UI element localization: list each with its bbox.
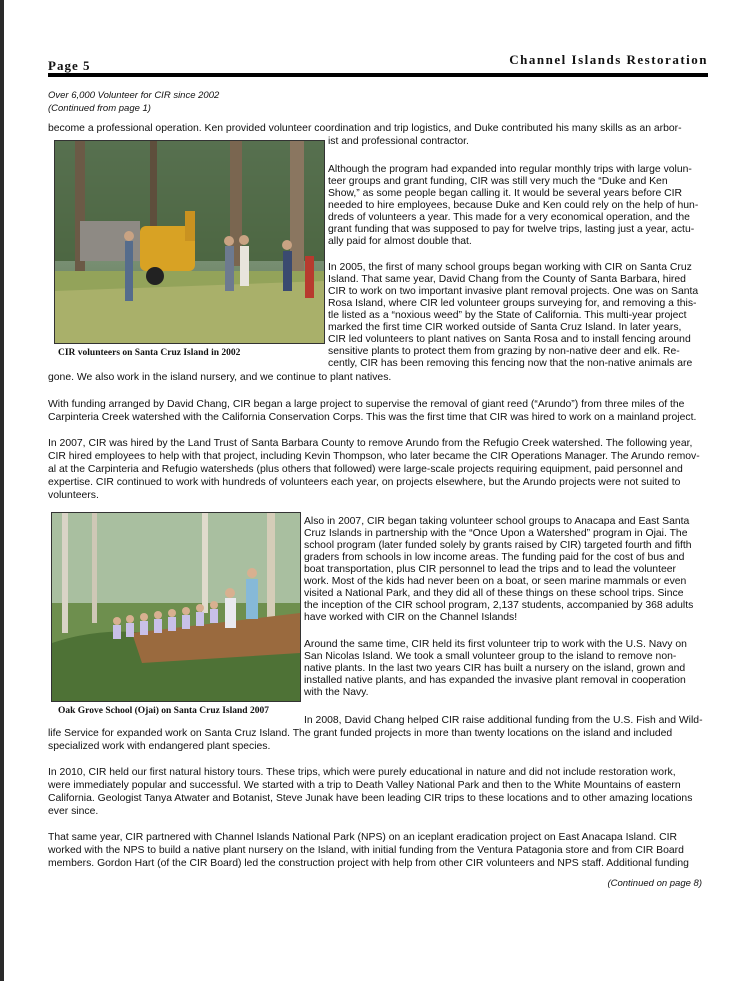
- paragraph-line: Although the program had expanded into regular monthly trips with large volun-: [328, 164, 692, 175]
- newsletter-title: Channel Islands Restoration: [509, 52, 708, 67]
- page-header: [48, 52, 708, 74]
- paragraph-line: In 2007, CIR was hired by the Land Trust of Santa Barbara County to remove Arundo from the Refugio Creek watershed. The following year,: [48, 438, 693, 449]
- paragraph-line: cently, CIR has been removing this fencing now that the non-native animals are: [328, 358, 693, 369]
- volunteers-photo-2002: [54, 140, 325, 344]
- paragraph-line: native plants. In the last two years CIR has built a nursery on the island, grown and: [304, 663, 686, 674]
- paragraph-line: Island. That same year, David Chang from the County of Santa Barbara, hired: [328, 274, 686, 285]
- paragraph-line: tle listed as a “noxious weed” by the State of California. This multi-year project: [328, 310, 687, 321]
- paragraph-line: needed to hire employees, because Duke and Ken could rely on the help of hun-: [328, 200, 699, 211]
- paragraph-line: boat transportation, plus CIR personnel to lead the trips and to lead the volunteer: [304, 564, 676, 575]
- paragraph-line: ever since.: [48, 806, 99, 817]
- paragraph-line: Around the same time, CIR held its first volunteer trip to work with the U.S. Navy on: [304, 639, 687, 650]
- photo-caption: Oak Grove School (Ojai) on Santa Cruz Island 2007: [58, 706, 269, 716]
- paragraph-line: expertise. CIR continued to work with hundreds of volunteers each year, on projects elsewhere, but the Arundo projects were not suited to: [48, 477, 681, 488]
- school-group-photo-illustration: [52, 513, 300, 701]
- continued-on-note: (Continued on page 8): [607, 878, 702, 889]
- paragraph-line: have worked with CIR on the Channel Islands!: [304, 612, 518, 623]
- paragraph-line: worked with the NPS to build a native plant nursery on the Island, with initial funding from the Ventura Patagonia store and from CIR Board: [48, 845, 684, 856]
- header-rule: [48, 73, 708, 77]
- photo-caption: CIR volunteers on Santa Cruz Island in 2002: [58, 348, 241, 358]
- paragraph-line: CIR led volunteers to plant natives on Santa Rosa and to install fencing around: [328, 334, 691, 345]
- paragraph-line: graders from schools in low income areas. The funding paid for the cost of bus and: [304, 552, 685, 563]
- paragraph-line: with the Navy.: [304, 687, 369, 698]
- paragraph-line: Cruz Islands in partnership with the “Once Upon a Watershed” program in Ojai. The: [304, 528, 688, 539]
- volunteers-photo-illustration: [55, 141, 324, 343]
- paragraph-line: life Service for expanded work on Santa Cruz Island. The grant funded projects in more than twenty locations on the island and included: [48, 728, 673, 739]
- paragraph-line: members. Gordon Hart (of the CIR Board) led the construction project with help from other CIR volunteers and NPS staff. Additional funding: [48, 858, 689, 869]
- paragraph-line: al at the Carpinteria and Refugio watersheds (plus others that followed) were large-scale projects requiring equipment, paid personnel and: [48, 464, 683, 475]
- paragraph-line: work. Most of the kids had never been on a boat, or seen marine mammals or even: [304, 576, 687, 587]
- paragraph-line: volunteers.: [48, 490, 99, 501]
- paragraph-line: Also in 2007, CIR began taking volunteer school groups to Anacapa and East Santa: [304, 516, 690, 527]
- continued-from-note: (Continued from page 1): [48, 103, 151, 114]
- paragraph-line: gone. We also work in the island nursery, and we continue to plant natives.: [48, 372, 392, 383]
- paragraph-line: specialized work with endangered plant species.: [48, 741, 271, 752]
- paragraph-line: That same year, CIR partnered with Channel Islands National Park (NPS) on an iceplant eradication project on East Anacapa Island. CIR: [48, 832, 677, 843]
- page-edge-bar: [0, 0, 4, 981]
- paragraph-line: San Nicolas Island. We took a small volunteer group to the island to remove non-: [304, 651, 677, 662]
- paragraph-line: were immediately popular and successful. We started with a trip to Death Valley National Park and then to the White Mountains of eastern: [48, 780, 681, 791]
- paragraph-line: school program (later funded solely by grants raised by CIR) targeted fourth and fifth: [304, 540, 692, 551]
- paragraph-line: grant funding that was supposed to pay for twelve trips, lasting just a year, actu-: [328, 224, 695, 235]
- paragraph-line: With funding arranged by David Chang, CIR began a large project to supervise the removal of giant reed (“Arundo”) from three miles of the: [48, 399, 685, 410]
- paragraph-line: become a professional operation. Ken provided volunteer coordination and trip logistics, and Duke contributed his many skills as an arbor-: [48, 123, 682, 134]
- paragraph-line: In 2010, CIR held our first natural history tours. These trips, which were purely educational in nature and did not include restoration work,: [48, 767, 676, 778]
- article-subhead: Over 6,000 Volunteer for CIR since 2002: [48, 90, 220, 101]
- paragraph-line: sensitive plants to protect them from grazing by non-native deer and elk. Re-: [328, 346, 680, 357]
- paragraph-line: In 2008, David Chang helped CIR raise additional funding from the U.S. Fish and Wild-: [304, 715, 703, 726]
- page-number: Page 5: [48, 58, 91, 73]
- paragraph-line: the inception of the CIR school program, 2,137 students, accompanied by 368 adults: [304, 600, 694, 611]
- paragraph-line: ist and professional contractor.: [328, 136, 469, 147]
- paragraph-line: Rosa Island, where CIR led volunteer groups surveying for, and removing a this-: [328, 298, 697, 309]
- paragraph-line: marked the first time CIR worked outside of Santa Cruz Island. In later years,: [328, 322, 682, 333]
- paragraph-line: ally paid for almost double that.: [328, 236, 472, 247]
- paragraph-line: teer groups and grant funding, CIR was still very much the “Duke and Ken: [328, 176, 668, 187]
- paragraph-line: In 2005, the first of many school groups began working with CIR on Santa Cruz: [328, 262, 692, 273]
- paragraph-line: dreds of volunteers a year. This made for a very economical operation, and the: [328, 212, 690, 223]
- oak-grove-school-photo: [51, 512, 301, 702]
- paragraph-line: CIR hired employees to help with that project, including Kevin Thompson, who later became the CIR Operations Manager. The Arundo remov-: [48, 451, 700, 462]
- paragraph-line: Carpinteria Creek watershed with the California Conservation Corps. This was the first time that CIR was hired to work on a mainland project.: [48, 412, 697, 423]
- paragraph-line: Show,” as some people began calling it. It would be several years before CIR: [328, 188, 683, 199]
- paragraph-line: installed native plants, and has expanded the invasive plant removal in cooperation: [304, 675, 686, 686]
- paragraph-line: CIR to work on two important invasive plant removal projects. One was on Santa: [328, 286, 699, 297]
- paragraph-line: visited a National Park, and they did all of these things on these school trips. Since: [304, 588, 684, 599]
- paragraph-line: California. Geologist Tanya Atwater and Botanist, Steve Junak have been leading CIR trips to these locations and to other amazing locations: [48, 793, 693, 804]
